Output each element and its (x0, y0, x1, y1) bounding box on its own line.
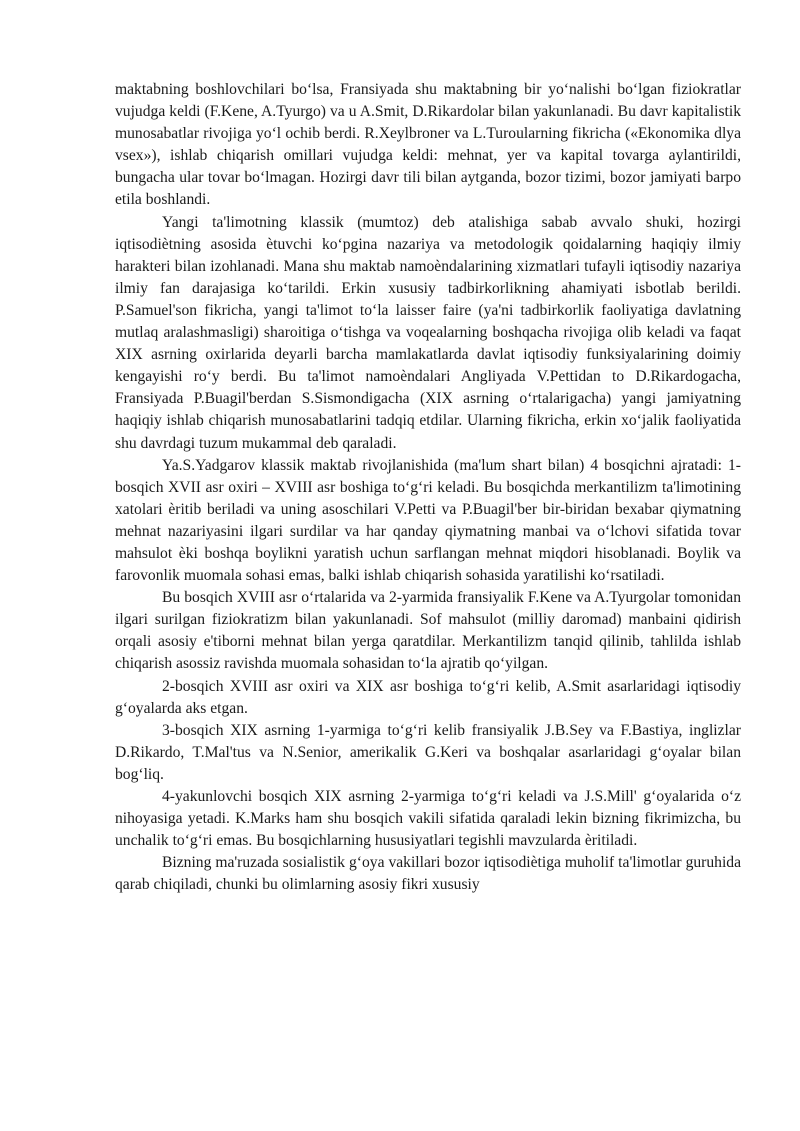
paragraph-physiocrats: Bu bosqich XVIII asr o‘rtalarida va 2-yarmida fransiyalik F.Kene va A.Tyurgolar tomonidan ilgari surilgan fiziokratizm bilan yakunlanadi. Sof mahsulot (milliy daromad) manbaini qidirish orqali asosiy e'tiborni mehnat bilan yerga qaratdilar. Merkantilizm tanqid qilinib, tahlilda ishlab chiqarish asossiz ravishda muomala sohasidan to‘la ajratib qo‘yilgan. (115, 589, 741, 673)
paragraph-stage-3: 3-bosqich XIX asrning 1-yarmiga to‘g‘ri kelib fransiyalik J.B.Sey va F.Bastiya, inglizlar D.Rikardo, T.Mal'tus va N.Senior, amerikalik G.Keri va boshqalar asarlaridagi g‘oyalar bilan bog‘liq. (115, 721, 741, 783)
paragraph-socialist-ideas: Bizning ma'ruzada sosialistik g‘oya vakillari bozor iqtisodiètiga muholif ta'limotlar guruhida qarab chiqiladi, chunki bu olimlarning asosiy fikri xususiy (115, 854, 741, 894)
paragraph-continuation: maktabning boshlovchilari bo‘lsa, Fransiyada shu maktabning bir yo‘nalishi bo‘lgan fiziokratlar vujudga keldi (F.Kene, A.Tyurgo) va u A.Smit, D.Rikardolar bilan yakunlanadi. Bu davr kapitalistik munosabatlar rivojiga yo‘l ochib berdi. R.Xeylbroner va L.Turoularning fikricha («Ekonomika dlya vsex»), ishlab chiqarish omillari vujudga keldi: mehnat, yer va kapital tovarga aylantirildi, bungacha ular tovar bo‘lmagan. Hozirgi davr tili bilan aytganda, bozor tizimi, bozor jamiyati barpo etila boshlandi. (115, 81, 741, 209)
paragraph-stage-4: 4-yakunlovchi bosqich XIX asrning 2-yarmiga to‘g‘ri keladi va J.S.Mill' g‘oyalarida o‘z nihoyasiga yetadi. K.Marks ham shu bosqich vakili sifatida qaraladi lekin bizning fikrimizcha, bu unchalik to‘g‘ri emas. Bu bosqichlarning hususiyatlari tegishli mavzularda èritiladi. (115, 788, 741, 850)
paragraph-four-stages: Ya.S.Yadgarov klassik maktab rivojlanishida (ma'lum shart bilan) 4 bosqichni ajratadi: 1-bosqich XVII asr oxiri – XVIII asr boshiga to‘g‘ri keladi. Bu bosqichda merkantilizm ta'limotining xatolari èritib beriladi va uning asoschilari V.Petti va P.Buagil'ber bir-biridan bexabar qiymatning mehnat nazariyasini ilgari surdilar va har qanday qiymatning manbai va o‘lchovi sifatida tovar mahsulot èki boshqa boylikni yaratish uchun sarflangan mehnat miqdori hisoblanadi. Boylik va farovonlik muomala sohasi emas, balki ishlab chiqarish sohasida yaratilishi ko‘rsatiladi. (115, 456, 741, 585)
document-page (115, 79, 741, 896)
paragraph-classical-school: Yangi ta'limotning klassik (mumtoz) deb atalishiga sabab avvalo shuki, hozirgi iqtisodiètning asosida ètuvchi ko‘pgina nazariya va metodologik qoidalarning haqiqiy ilmiy harakteri bilan izohlanadi. Mana shu maktab namoèndalarining xizmatlari tufayli iqtisodiy nazariya ilmiy fan darajasiga ko‘tarildi. Erkin xususiy tadbirkorlikning ahamiyati isbotlab berildi. P.Samuel'son fikricha, yangi ta'limot to‘la laisser faire (ya'ni tadbirkorlik faoliyatiga davlatning mutlaq aralashmasligi) sharoitiga o‘tishga va voqealarning boshqacha rivojiga olib keladi va faqat XIX asrning oxirlarida deyarli barcha mamlakatlarda davlat iqtisodiy funksiyalarining doimiy kengayishi ro‘y berdi. Bu ta'limot namoèndalari Angliyada V.Pettidan to D.Rikardogacha, Fransiyada P.Buagil'berdan S.Sismondigacha (XIX asrning o‘rtalarigacha) yangi jamiyatning haqiqiy ishlab chiqarish munosabatlarini tadqiq etdilar. Ularning fikricha, erkin xo‘jalik faoliyatida shu davrdagi tuzum mukammal deb qaraladi. (115, 213, 741, 452)
paragraph-stage-2: 2-bosqich XVIII asr oxiri va XIX asr boshiga to‘g‘ri kelib, A.Smit asarlaridagi iqtisodiy g‘oyalarda aks etgan. (115, 677, 741, 717)
